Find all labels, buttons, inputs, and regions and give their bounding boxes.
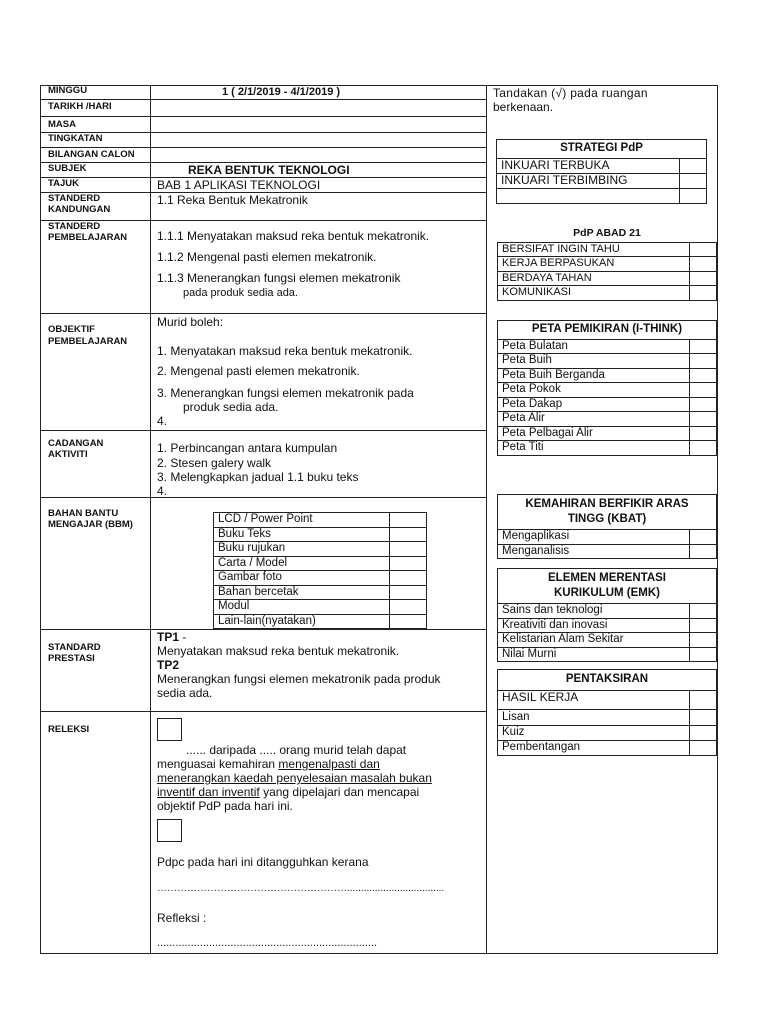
minggu-label: MINGGU xyxy=(48,85,88,96)
bbm-row xyxy=(214,542,427,557)
abad21-row xyxy=(498,257,717,272)
prestasi-label-2: PRESTASI xyxy=(48,653,95,664)
aktiviti-label-2: AKTIVITI xyxy=(48,449,88,460)
refleksi-line-5: objektif PdP pada hari ini. xyxy=(157,799,293,813)
bbm-label-1: BAHAN BANTU xyxy=(48,508,119,519)
kbat-title: KEMAHIRAN BERFIKIR ARAS TINGG (KBAT) xyxy=(498,495,717,530)
bbm-table xyxy=(213,512,427,629)
pentaksiran-checkbox[interactable] xyxy=(690,725,717,740)
strategi-row xyxy=(497,158,707,173)
aktiviti-item-2: 2. Stesen galery walk xyxy=(157,456,272,470)
pentaksiran-row xyxy=(498,725,717,740)
ithink-item: Peta Bulatan xyxy=(498,339,690,354)
ithink-row xyxy=(498,397,717,412)
tp1-row xyxy=(157,630,186,644)
abad21-checkbox[interactable] xyxy=(690,257,717,272)
refleksi-line-4a: inventif dan inventif xyxy=(157,785,260,799)
pentaksiran-title: PENTAKSIRAN xyxy=(498,670,717,691)
bbm-checkbox[interactable] xyxy=(390,600,427,615)
abad21-checkbox[interactable] xyxy=(690,242,717,257)
tp2-text-2: sedia ada. xyxy=(157,686,213,700)
bbm-row xyxy=(214,585,427,600)
kbat-table xyxy=(497,494,717,559)
bbm-label-2: MENGAJAR (BBM) xyxy=(48,519,133,530)
ithink-row xyxy=(498,441,717,456)
refleksi-dots-1: …………………………………………………................................... xyxy=(157,883,445,894)
emk-item: Kreativiti dan inovasi xyxy=(498,618,690,633)
abad21-item: KERJA BERPASUKAN xyxy=(498,257,690,272)
standerd-kandungan-label-1: STANDERD xyxy=(48,193,101,204)
main-column-divider xyxy=(486,85,487,954)
ithink-row xyxy=(498,354,717,369)
emk-table xyxy=(497,568,717,662)
standerd-kandungan-label-2: KANDUNGAN xyxy=(48,204,111,215)
ithink-checkbox[interactable] xyxy=(690,397,717,412)
strategi-title: STRATEGI PdP xyxy=(497,140,707,159)
aktiviti-item-3: 3. Melengkapkan jadual 1.1 buku teks xyxy=(157,470,359,484)
tp2-text-1: Menerangkan fungsi elemen mekatronik pada produk xyxy=(157,672,441,686)
strategi-row xyxy=(497,188,707,203)
sp-item-1: 1.1.1 Menyatakan maksud reka bentuk mekatronik. xyxy=(157,229,430,243)
refleksi-line-1: ...... daripada ..... orang murid telah dapat xyxy=(186,743,407,757)
bbm-item: Lain-lain(nyatakan) xyxy=(214,614,390,629)
bbm-item: Bahan bercetak xyxy=(214,585,390,600)
refleksi-checkbox-2[interactable] xyxy=(157,819,182,842)
objektif-item-1: 1. Menyatakan maksud reka bentuk mekatronik. xyxy=(157,344,413,358)
abad21-item: BERSIFAT INGIN TAHU xyxy=(498,242,690,257)
ithink-row xyxy=(498,339,717,354)
bbm-item: Gambar foto xyxy=(214,571,390,586)
abad21-checkbox[interactable] xyxy=(690,286,717,301)
emk-row xyxy=(498,647,717,662)
abad21-row xyxy=(498,286,717,301)
abad21-row xyxy=(498,242,717,257)
emk-item: Kelistarian Alam Sekitar xyxy=(498,633,690,648)
ithink-item: Peta Buih xyxy=(498,354,690,369)
tingkatan-label: TINGKATAN xyxy=(48,133,103,144)
minggu-value: 1 ( 2/1/2019 - 4/1/2019 ) xyxy=(222,86,341,98)
tajuk-value: BAB 1 APLIKASI TEKNOLOGI xyxy=(157,178,321,192)
kbat-row xyxy=(498,530,717,545)
refleksi-line-3: menerangkan kaedah penyelesaian masalah bukan xyxy=(157,771,432,785)
ithink-row xyxy=(498,383,717,398)
pentaksiran-checkbox[interactable] xyxy=(690,740,717,755)
emk-row xyxy=(498,633,717,648)
ithink-checkbox[interactable] xyxy=(690,426,717,441)
emk-item: Sains dan teknologi xyxy=(498,604,690,619)
bbm-item: Buku Teks xyxy=(214,527,390,542)
abad21-checkbox[interactable] xyxy=(690,271,717,286)
ithink-checkbox[interactable] xyxy=(690,441,717,456)
bbm-item: LCD / Power Point xyxy=(214,513,390,528)
masa-label: MASA xyxy=(48,119,76,130)
strategi-row xyxy=(497,173,707,188)
strategi-item: INKUARI TERBIMBING xyxy=(497,173,680,188)
strategi-checkbox[interactable] xyxy=(680,158,707,173)
emk-checkbox[interactable] xyxy=(690,604,717,619)
label-column-divider xyxy=(150,85,151,954)
bbm-checkbox[interactable] xyxy=(390,542,427,557)
kbat-item: Mengaplikasi xyxy=(498,530,690,545)
objektif-label-2: PEMBELAJARAN xyxy=(48,336,128,347)
bbm-row xyxy=(214,571,427,586)
bbm-checkbox[interactable] xyxy=(390,556,427,571)
strategi-item xyxy=(497,188,680,203)
kbat-checkbox[interactable] xyxy=(690,544,717,559)
ithink-row xyxy=(498,412,717,427)
strategi-table xyxy=(496,139,707,204)
emk-checkbox[interactable] xyxy=(690,618,717,633)
strategi-checkbox[interactable] xyxy=(680,188,707,203)
refleksi-line-2b: mengenalpasti dan xyxy=(278,757,380,771)
ithink-row xyxy=(498,368,717,383)
objektif-item-2: 2. Mengenal pasti elemen mekatronik. xyxy=(157,364,360,378)
tp2-label: TP2 xyxy=(157,658,180,672)
sp-item-3: 1.1.3 Menerangkan fungsi elemen mekatronik xyxy=(157,271,401,285)
ithink-item: Peta Pokok xyxy=(498,383,690,398)
ithink-title: PETA PEMIKIRAN (I-THINK) xyxy=(498,321,717,340)
bbm-checkbox[interactable] xyxy=(390,585,427,600)
prestasi-label-1: STANDARD xyxy=(48,642,101,653)
abad21-title: PdP ABAD 21 xyxy=(498,226,717,242)
bbm-row xyxy=(214,513,427,528)
pentaksiran-checkbox[interactable] xyxy=(690,709,717,725)
strategi-checkbox[interactable] xyxy=(680,173,707,188)
strategi-item: INKUARI TERBUKA xyxy=(497,158,680,173)
kbat-item: Menganalisis xyxy=(498,544,690,559)
tp1-text: Menyatakan maksud reka bentuk mekatronik. xyxy=(157,644,400,658)
aktiviti-label-1: CADANGAN xyxy=(48,438,104,449)
bbm-item: Modul xyxy=(214,600,390,615)
refleksi-checkbox-1[interactable] xyxy=(157,718,182,741)
pentaksiran-table xyxy=(497,669,717,756)
tajuk-label: TAJUK xyxy=(48,178,79,189)
pentaksiran-row xyxy=(498,740,717,755)
emk-checkbox[interactable] xyxy=(690,647,717,662)
abad21-item: KOMUNIKASI xyxy=(498,286,690,301)
instruction-line-2: berkenaan. xyxy=(493,100,554,114)
sp-item-3-cont: pada produk sedia ada. xyxy=(183,287,298,299)
sp-item-2: 1.1.2 Mengenal pasti elemen mekatronik. xyxy=(157,250,377,264)
refleksi-line-2 xyxy=(157,757,380,771)
bbm-row xyxy=(214,614,427,629)
emk-row xyxy=(498,604,717,619)
pentaksiran-item: HASIL KERJA xyxy=(498,690,690,709)
ithink-item: Peta Alir xyxy=(498,412,690,427)
ithink-item: Peta Pelbagai Alir xyxy=(498,426,690,441)
ithink-item: Peta Buih Berganda xyxy=(498,368,690,383)
ithink-table xyxy=(497,320,717,456)
emk-item: Nilai Murni xyxy=(498,647,690,662)
bbm-row xyxy=(214,556,427,571)
refleksi-label: RELEKSI xyxy=(48,724,90,735)
pentaksiran-item: Lisan xyxy=(498,709,690,725)
subjek-label: SUBJEK xyxy=(48,163,87,174)
refleksi-line-6: Pdpc pada hari ini ditangguhkan kerana xyxy=(157,855,369,869)
standerd-kandungan-value: 1.1 Reka Bentuk Mekatronik xyxy=(157,193,308,207)
refleksi-dots-2: ........................................................................ xyxy=(157,937,378,949)
ithink-checkbox[interactable] xyxy=(690,354,717,369)
objektif-item-4: 4. xyxy=(157,414,168,428)
objektif-label-1: OBJEKTIF xyxy=(48,324,95,335)
bbm-checkbox[interactable] xyxy=(390,614,427,629)
ithink-row xyxy=(498,426,717,441)
bbm-row xyxy=(214,527,427,542)
abad21-row xyxy=(498,271,717,286)
abad21-item: BERDAYA TAHAN xyxy=(498,271,690,286)
bbm-checkbox[interactable] xyxy=(390,513,427,528)
pentaksiran-item: Pembentangan xyxy=(498,740,690,755)
ithink-checkbox[interactable] xyxy=(690,368,717,383)
bbm-item: Buku rujukan xyxy=(214,542,390,557)
refleksi-line-7: Refleksi : xyxy=(157,911,207,925)
pentaksiran-row xyxy=(498,690,717,709)
ithink-checkbox[interactable] xyxy=(690,383,717,398)
ithink-checkbox[interactable] xyxy=(690,339,717,354)
refleksi-line-4b: yang dipelajari dan mencapai xyxy=(259,785,420,799)
refleksi-line-2a: menguasai kemahiran xyxy=(157,757,279,771)
kbat-checkbox[interactable] xyxy=(690,530,717,545)
tp1-dash: - xyxy=(179,630,187,644)
emk-row xyxy=(498,618,717,633)
tp1-label: TP1 xyxy=(157,630,180,644)
pentaksiran-checkbox[interactable] xyxy=(690,690,717,709)
bbm-checkbox[interactable] xyxy=(390,571,427,586)
emk-title: ELEMEN MERENTASI KURIKULUM (EMK) xyxy=(498,569,717,604)
pentaksiran-row xyxy=(498,709,717,725)
emk-checkbox[interactable] xyxy=(690,633,717,648)
objektif-item-3: 3. Menerangkan fungsi elemen mekatronik pada xyxy=(157,386,414,400)
aktiviti-item-4: 4. xyxy=(157,484,168,498)
bbm-item: Carta / Model xyxy=(214,556,390,571)
abad21-table xyxy=(497,226,717,301)
objektif-item-3-cont: produk sedia ada. xyxy=(183,400,279,414)
objektif-intro: Murid boleh: xyxy=(157,315,224,329)
aktiviti-item-1: 1. Perbincangan antara kumpulan xyxy=(157,441,338,455)
pentaksiran-item: Kuiz xyxy=(498,725,690,740)
standerd-pembelajaran-label-2: PEMBELAJARAN xyxy=(48,232,128,243)
subjek-value: REKA BENTUK TEKNOLOGI xyxy=(188,163,350,177)
tarikh-label: TARIKH /HARI xyxy=(48,101,112,112)
ithink-checkbox[interactable] xyxy=(690,412,717,427)
ithink-item: Peta Titi xyxy=(498,441,690,456)
ithink-item: Peta Dakap xyxy=(498,397,690,412)
bbm-row xyxy=(214,600,427,615)
kbat-row xyxy=(498,544,717,559)
bbm-checkbox[interactable] xyxy=(390,527,427,542)
bilangan-calon-label: BILANGAN CALON xyxy=(48,149,135,160)
refleksi-line-4 xyxy=(157,785,419,799)
standerd-pembelajaran-label-1: STANDERD xyxy=(48,221,101,232)
instruction-line-1: Tandakan (√) pada ruangan xyxy=(493,86,648,100)
